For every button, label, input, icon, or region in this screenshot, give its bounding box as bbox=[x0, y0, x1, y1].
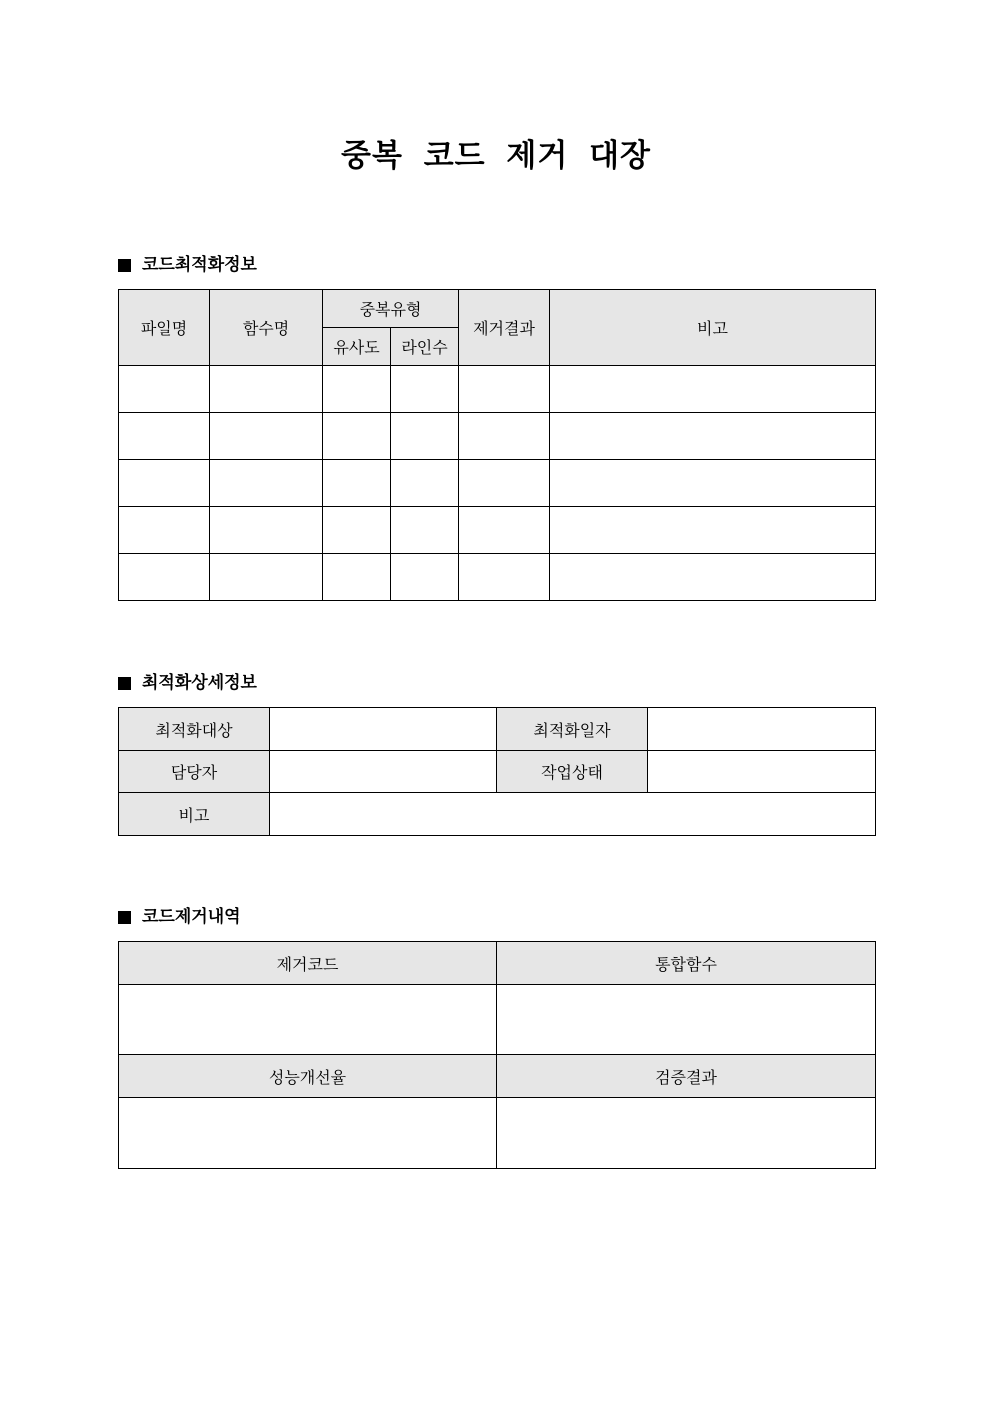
header-function-name: 함수명 bbox=[210, 290, 323, 366]
cell-remarks[interactable] bbox=[550, 554, 876, 601]
value-optimization-target[interactable] bbox=[270, 708, 497, 751]
cell-function-name[interactable] bbox=[210, 460, 323, 507]
cell-function-name[interactable] bbox=[210, 366, 323, 413]
cell-removal-result[interactable] bbox=[459, 366, 550, 413]
header-removed-code: 제거코드 bbox=[119, 942, 497, 985]
cell-similarity[interactable] bbox=[323, 554, 391, 601]
label-remarks: 비고 bbox=[119, 793, 270, 836]
cell-remarks[interactable] bbox=[550, 413, 876, 460]
header-verification-result: 검증결과 bbox=[497, 1055, 876, 1098]
value-remarks[interactable] bbox=[270, 793, 876, 836]
square-bullet-icon bbox=[118, 677, 131, 690]
header-removal-result: 제거결과 bbox=[459, 290, 550, 366]
table-row bbox=[119, 413, 876, 460]
value-removed-code[interactable] bbox=[119, 985, 497, 1055]
header-file-name: 파일명 bbox=[119, 290, 210, 366]
cell-similarity[interactable] bbox=[323, 366, 391, 413]
square-bullet-icon bbox=[118, 911, 131, 924]
cell-remarks[interactable] bbox=[550, 460, 876, 507]
value-owner[interactable] bbox=[270, 751, 497, 793]
cell-removal-result[interactable] bbox=[459, 554, 550, 601]
header-dup-type: 중복유형 bbox=[323, 290, 459, 328]
value-optimization-date[interactable] bbox=[648, 708, 876, 751]
section-heading-code-removal bbox=[118, 905, 241, 929]
value-merged-function[interactable] bbox=[497, 985, 876, 1055]
cell-similarity[interactable] bbox=[323, 460, 391, 507]
value-performance-gain[interactable] bbox=[119, 1098, 497, 1169]
section-heading-optimization-detail bbox=[118, 671, 257, 695]
code-removal-table bbox=[118, 941, 876, 1169]
value-work-status[interactable] bbox=[648, 751, 876, 793]
cell-removal-result[interactable] bbox=[459, 507, 550, 554]
cell-removal-result[interactable] bbox=[459, 413, 550, 460]
document-title: 중복 코드 제거 대장 bbox=[341, 138, 651, 174]
code-optimization-table bbox=[118, 289, 876, 601]
cell-similarity[interactable] bbox=[323, 507, 391, 554]
cell-similarity[interactable] bbox=[323, 413, 391, 460]
cell-line-count[interactable] bbox=[391, 413, 459, 460]
section-heading-label: 최적화상세정보 bbox=[142, 673, 257, 693]
table-row bbox=[119, 554, 876, 601]
cell-line-count[interactable] bbox=[391, 460, 459, 507]
value-verification-result[interactable] bbox=[497, 1098, 876, 1169]
cell-function-name[interactable] bbox=[210, 413, 323, 460]
cell-line-count[interactable] bbox=[391, 366, 459, 413]
header-similarity: 유사도 bbox=[323, 328, 391, 366]
cell-removal-result[interactable] bbox=[459, 460, 550, 507]
label-optimization-date: 최적화일자 bbox=[497, 708, 648, 751]
table-row bbox=[119, 507, 876, 554]
section-heading-label: 코드최적화정보 bbox=[142, 255, 257, 275]
table-row bbox=[119, 366, 876, 413]
section-heading-label: 코드제거내역 bbox=[142, 907, 241, 927]
cell-function-name[interactable] bbox=[210, 554, 323, 601]
section-heading-code-optimization bbox=[118, 253, 257, 277]
optimization-detail-table bbox=[118, 707, 876, 836]
cell-remarks[interactable] bbox=[550, 366, 876, 413]
cell-function-name[interactable] bbox=[210, 507, 323, 554]
cell-file-name[interactable] bbox=[119, 554, 210, 601]
table-row bbox=[119, 460, 876, 507]
cell-line-count[interactable] bbox=[391, 507, 459, 554]
cell-remarks[interactable] bbox=[550, 507, 876, 554]
label-optimization-target: 최적화대상 bbox=[119, 708, 270, 751]
cell-file-name[interactable] bbox=[119, 413, 210, 460]
cell-file-name[interactable] bbox=[119, 460, 210, 507]
label-owner: 담당자 bbox=[119, 751, 270, 793]
cell-line-count[interactable] bbox=[391, 554, 459, 601]
label-work-status: 작업상태 bbox=[497, 751, 648, 793]
square-bullet-icon bbox=[118, 259, 131, 272]
header-performance-gain: 성능개선율 bbox=[119, 1055, 497, 1098]
header-remarks: 비고 bbox=[550, 290, 876, 366]
header-line-count: 라인수 bbox=[391, 328, 459, 366]
cell-file-name[interactable] bbox=[119, 507, 210, 554]
header-merged-function: 통합함수 bbox=[497, 942, 876, 985]
cell-file-name[interactable] bbox=[119, 366, 210, 413]
